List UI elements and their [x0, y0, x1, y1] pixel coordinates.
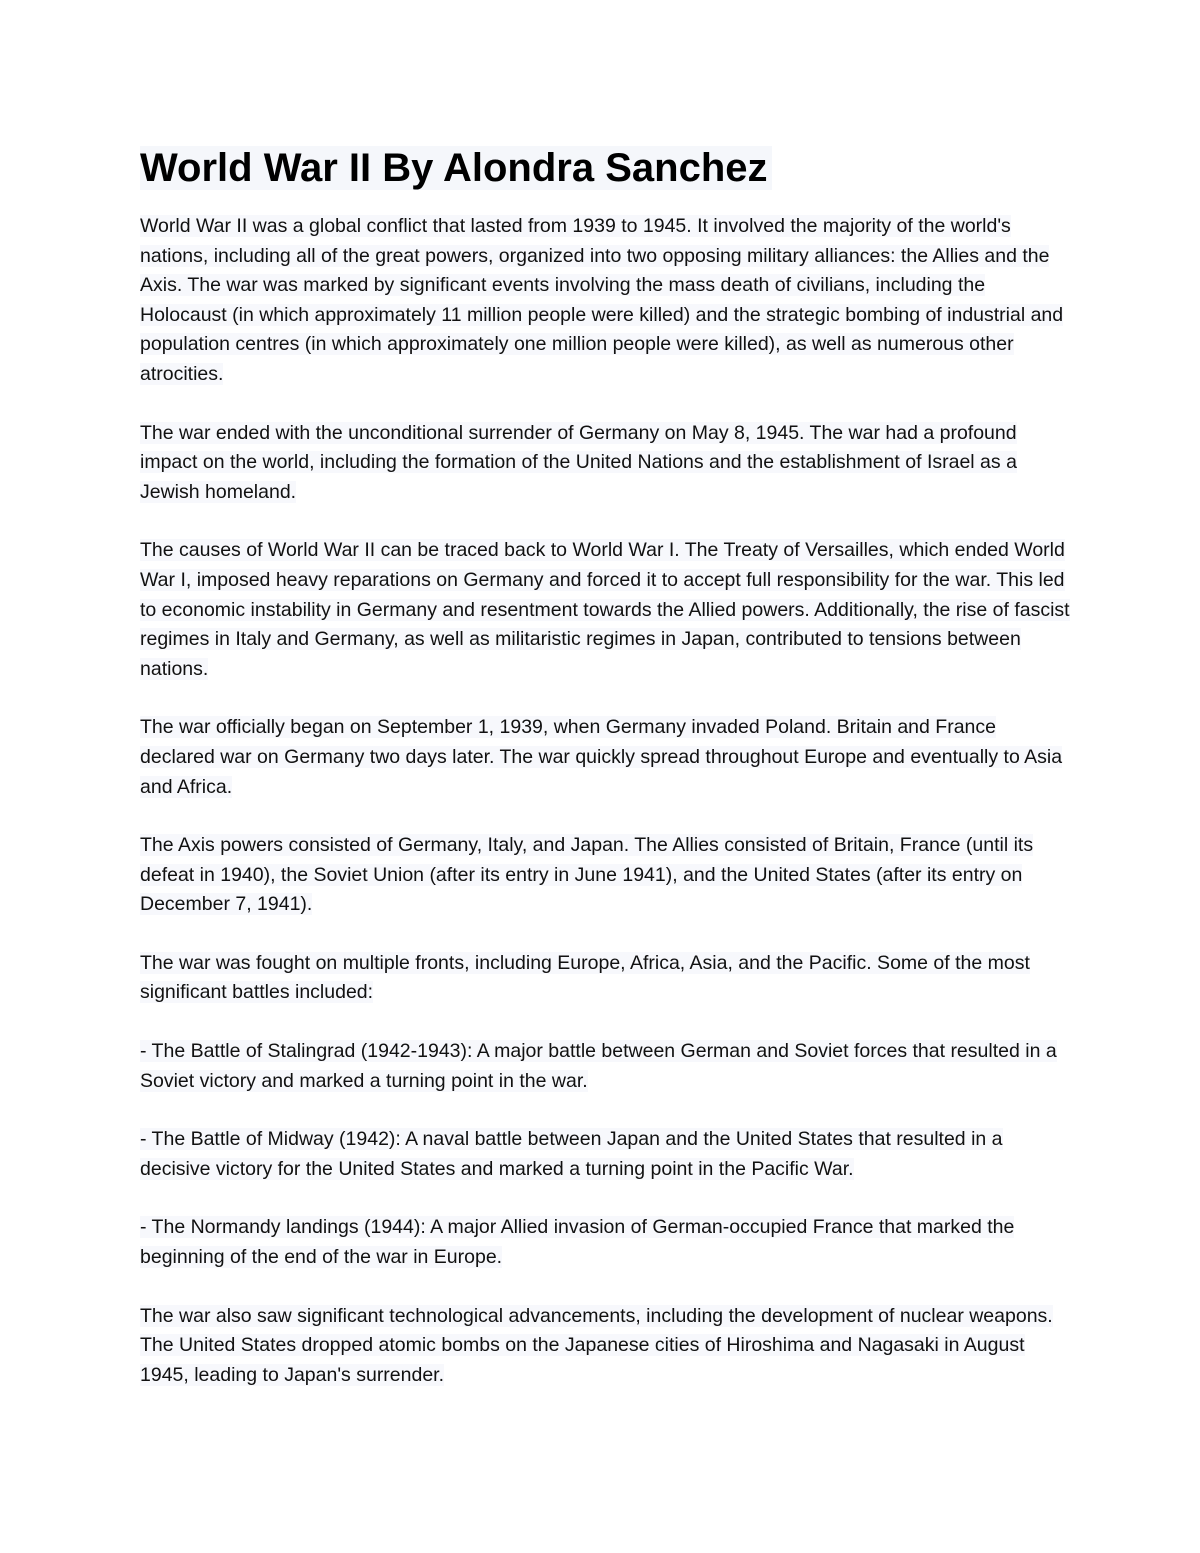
- document-title: [140, 140, 1070, 196]
- paragraph-text: The war was fought on multiple fronts, including Europe, Africa, Asia, and the Pacific. Some of the most significant battles included:: [140, 951, 1030, 1004]
- paragraph-text: World War II was a global conflict that lasted from 1939 to 1945. It involved the majority of the world's nations, including all of the great powers, organized into two opposing military alliances: the Allies and the Axis. The war was marked by significant events involving the mass death of civilians, including the Holocaust (in which approximately 11 million people were killed) and the strategic bombing of industrial and population centres (in which approximately one million people were killed), as well as numerous other atrocities.: [140, 215, 1064, 385]
- paragraph-text: The war also saw significant technological advancements, including the development of nuclear weapons. The United States dropped atomic bombs on the Japanese cities of Hiroshima and Nagasaki in August 1945, leading to Japan's surrender.: [140, 1304, 1053, 1386]
- paragraph-end-of-war: [140, 419, 1070, 508]
- document-title-text: World War II By Alondra Sanchez: [140, 146, 772, 190]
- paragraph-fronts: [140, 949, 1070, 1008]
- paragraph-causes: [140, 536, 1070, 684]
- list-item-text: - The Normandy landings (1944): A major Allied invasion of German-occupied France that marked the beginning of the end of the war in Europe.: [140, 1216, 1015, 1269]
- paragraph-text: The war ended with the unconditional surrender of Germany on May 8, 1945. The war had a profound impact on the world, including the formation of the United Nations and the establishment of Israel as a Jewish homeland.: [140, 421, 1017, 503]
- paragraph-text: The causes of World War II can be traced back to World War I. The Treaty of Versailles, which ended World War I, imposed heavy reparations on Germany and forced it to accept full responsibility for the war. This led to economic instability in Germany and resentment towards the Allied powers. Additionally, the rise of fascist regimes in Italy and Germany, as well as militaristic regimes in Japan, contributed to tensions between nations.: [140, 539, 1070, 680]
- list-item-normandy: [140, 1213, 1070, 1272]
- document-page: [140, 140, 1070, 1419]
- list-item-midway: [140, 1125, 1070, 1184]
- paragraph-text: The Axis powers consisted of Germany, Italy, and Japan. The Allies consisted of Britain, France (until its defeat in 1940), the Soviet Union (after its entry in June 1941), and the United States (after its entry on December 7, 1941).: [140, 834, 1034, 916]
- paragraph-alliances: [140, 831, 1070, 920]
- list-item-text: - The Battle of Midway (1942): A naval battle between Japan and the United States that resulted in a decisive victory for the United States and marked a turning point in the Pacific War.: [140, 1128, 1003, 1180]
- paragraph-beginning: [140, 713, 1070, 802]
- paragraph-intro: [140, 212, 1070, 390]
- list-item-text: - The Battle of Stalingrad (1942-1943): A major battle between German and Soviet forces that resulted in a Soviet victory and marked a turning point in the war.: [140, 1040, 1057, 1092]
- paragraph-technology: [140, 1302, 1070, 1391]
- paragraph-text: The war officially began on September 1, 1939, when Germany invaded Poland. Britain and France declared war on Germany two days later. The war quickly spread throughout Europe and eventually to Asia and Africa.: [140, 716, 1063, 798]
- list-item-stalingrad: [140, 1037, 1070, 1096]
